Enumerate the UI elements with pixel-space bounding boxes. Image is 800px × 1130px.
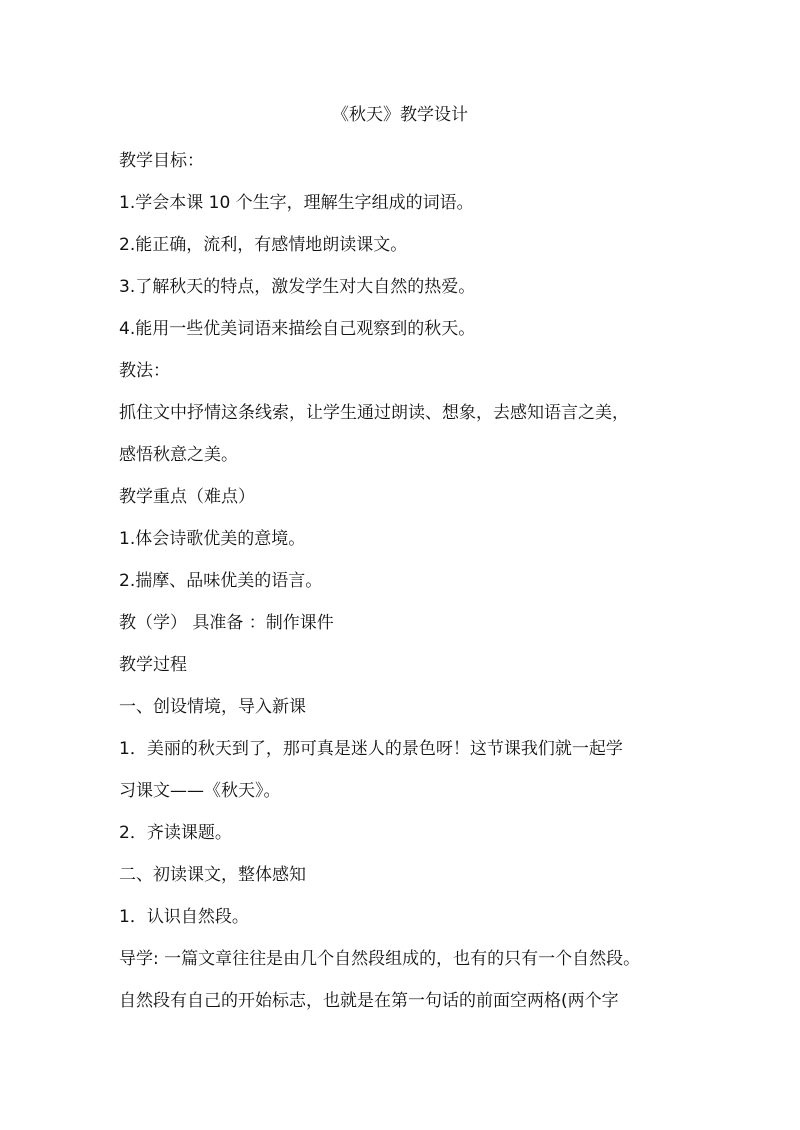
section-1-heading: 一、创设情境，导入新课 [119, 697, 306, 717]
document-title: 《秋天》教学设计 [332, 105, 468, 125]
method-text-line-1: 抓住文中抒情这条线索，让学生通过朗读、想象，去感知语言之美， [119, 403, 629, 423]
section-1-step-1-line-1: 1．美丽的秋天到了，那可真是迷人的景色呀！这节课我们就一起学 [119, 739, 623, 759]
objective-1: 1.学会本课 10 个生字，理解生字组成的词语。 [119, 193, 474, 213]
section-1-step-1-line-2: 习课文——《秋天》。 [119, 781, 281, 801]
materials-line: 教（学） 具准备 ：制作课件 [119, 613, 334, 633]
heading-method: 教法： [119, 361, 170, 381]
heading-process: 教学过程 [119, 655, 187, 675]
objective-2: 2.能正确，流利，有感情地朗读课文。 [119, 235, 408, 255]
heading-objectives: 教学目标： [119, 151, 204, 171]
heading-key-points: 教学重点（难点） [119, 487, 255, 507]
section-2-step-1: 1．认识自然段。 [119, 907, 249, 927]
key-point-2: 2.揣摩、品味优美的语言。 [119, 571, 323, 591]
section-1-step-2: 2．齐读课题。 [119, 823, 232, 843]
guide-text-line-1: 导学: 一篇文章往往是由几个自然段组成的，也有的只有一个自然段。 [119, 949, 641, 969]
section-2-heading: 二、初读课文，整体感知 [119, 865, 306, 885]
objective-3: 3.了解秋天的特点，激发学生对大自然的热爱。 [119, 277, 476, 297]
key-point-1: 1.体会诗歌优美的意境。 [119, 529, 306, 549]
guide-text-line-2: 自然段有自己的开始标志，也就是在第一句话的前面空两格(两个字 [119, 991, 619, 1011]
method-text-line-2: 感悟秋意之美。 [119, 445, 238, 465]
objective-4: 4.能用一些优美词语来描绘自己观察到的秋天。 [119, 319, 476, 339]
